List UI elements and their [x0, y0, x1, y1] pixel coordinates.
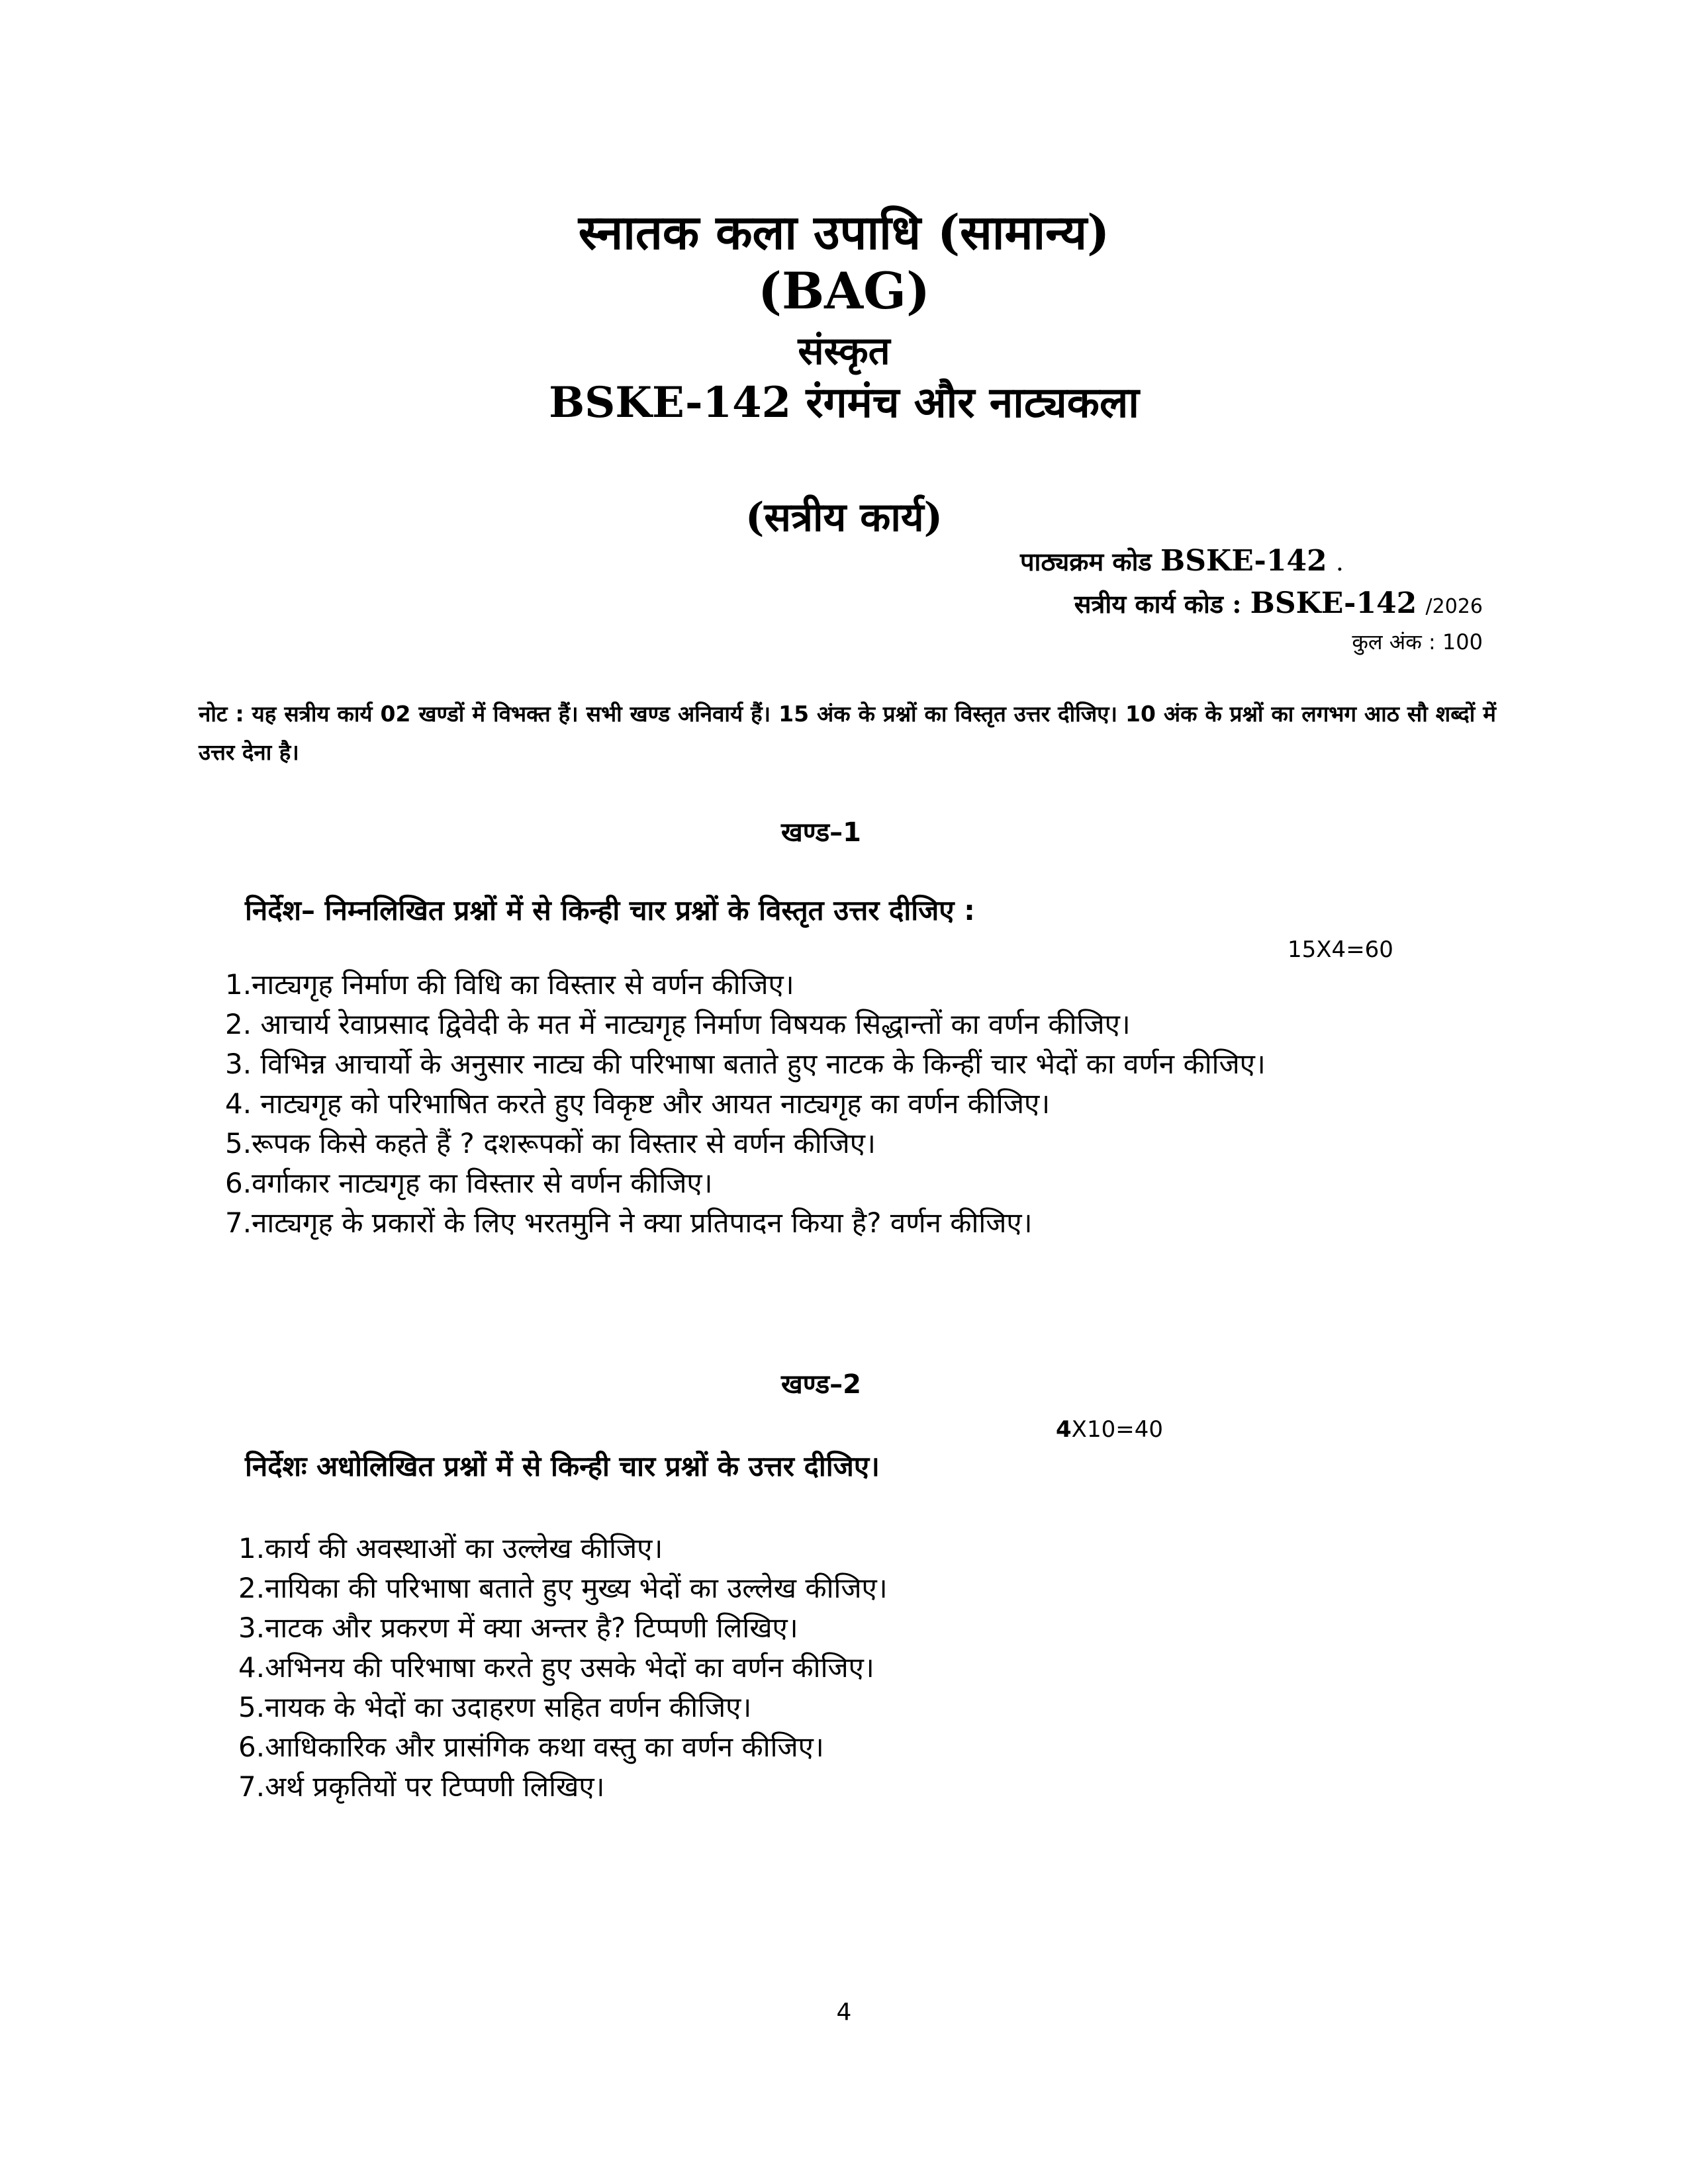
question-item: 4.अभिनय की परिभाषा करते हुए उसके भेदों का वर्णन कीजिए। — [238, 1651, 874, 1684]
instruction-note: नोट : यह सत्रीय कार्य 02 खण्डों में विभक्त हैं। सभी खण्ड अनिवार्य हैं। 15 अंक के प्रश्नों का विस्तृत उत्तर दीजिए। 10 अंक के प्रश्नों का लगभग आठ सौ शब्दों में उत्तर देना है। — [199, 701, 1496, 765]
question-item: 7.अर्थ प्रकृतियों पर टिप्पणी लिखिए। — [238, 1770, 605, 1803]
course-code-line — [1020, 544, 1344, 578]
question-item: 5.रूपक किसे कहते हैं ? दशरूपकों का विस्तार से वर्णन कीजिए। — [225, 1127, 876, 1160]
question-item: 6.वर्गाकार नाट्यगृह का विस्तार से वर्णन कीजिए। — [225, 1167, 713, 1199]
question-item: 4. नाट्यगृह को परिभाषित करते हुए विकृष्ट और आयत नाट्यगृह का वर्णन कीजिए। — [225, 1087, 1051, 1120]
page-number: 4 — [836, 1999, 852, 2026]
assignment-code-value: BSKE-142 — [1250, 586, 1417, 620]
section-1-questions — [225, 965, 1483, 1243]
section-2-instruction: निर्देशः अधोलिखित प्रश्नों में से किन्ही चार प्रश्नों के उत्तर दीजिए। — [245, 1450, 880, 1482]
question-item: 3.नाटक और प्रकरण में क्या अन्तर है? टिप्पणी लिखिए। — [238, 1612, 798, 1644]
section-1-instruction: निर्देश– निम्नलिखित प्रश्नों में से किन्ही चार प्रश्नों के विस्तृत उत्तर दीजिए : — [245, 894, 975, 927]
course-code-label: पाठ्यक्रम कोड — [1019, 547, 1152, 576]
assignment-code-line — [1074, 586, 1483, 621]
section-2-marks — [1056, 1416, 1163, 1443]
question-item: 2. आचार्य रेवाप्रसाद द्विवेदी के मत में नाट्यगृह निर्माण विषयक सिद्धान्तों का वर्णन कीजिए। — [225, 1008, 1131, 1040]
assignment-code-label: सत्रीय कार्य कोड : — [1074, 589, 1242, 619]
question-item: 3. विभिन्न आचार्यो के अनुसार नाट्य की परिभाषा बताते हुए नाटक के किन्हीं चार भेदों का वर्णन कीजिए। — [225, 1048, 1266, 1080]
question-item: 5.नायक के भेदों का उदाहरण सहित वर्णन कीजिए। — [238, 1691, 752, 1723]
subject-title: संस्कृत — [798, 328, 890, 373]
assignment-year: /2026 — [1425, 595, 1483, 618]
question-item: 1.कार्य की अवस्थाओं का उल्लेख कीजिए। — [238, 1532, 663, 1565]
total-marks: कुल अंक : 100 — [1352, 629, 1483, 655]
course-code-value: BSKE-142 — [1160, 544, 1327, 578]
degree-title: स्नातक कला उपाधि (सामान्य) — [578, 204, 1110, 260]
assignment-heading: (सत्रीय कार्य) — [745, 494, 943, 541]
question-item: 1.नाट्यगृह निर्माण की विधि का विस्तार से वर्णन कीजिए। — [225, 968, 794, 1001]
section-1-marks: 15X4=60 — [1288, 936, 1393, 963]
program-code: (BAG) — [757, 261, 931, 320]
question-item: 7.नाट्यगृह के प्रकारों के लिए भरतमुनि ने क्या प्रतिपादन किया है? वर्णन कीजिए। — [225, 1206, 1033, 1239]
section-2-marks-formula: X10=40 — [1071, 1416, 1163, 1443]
section-2-questions — [238, 1529, 1430, 1807]
course-title: BSKE-142 रंगमंच और नाट्यकला — [549, 378, 1139, 428]
course-code-dot: . — [1335, 547, 1344, 576]
question-item: 2.नायिका की परिभाषा बताते हुए मुख्य भेदों का उल्लेख कीजिए। — [238, 1572, 888, 1604]
section-1-title: खण्ड–1 — [781, 817, 861, 848]
question-item: 6.आधिकारिक और प्रासंगिक कथा वस्तु का वर्णन कीजिए। — [238, 1731, 824, 1763]
section-2-marks-count: 4 — [1056, 1416, 1072, 1443]
section-2-title: खण्ड–2 — [781, 1369, 861, 1400]
